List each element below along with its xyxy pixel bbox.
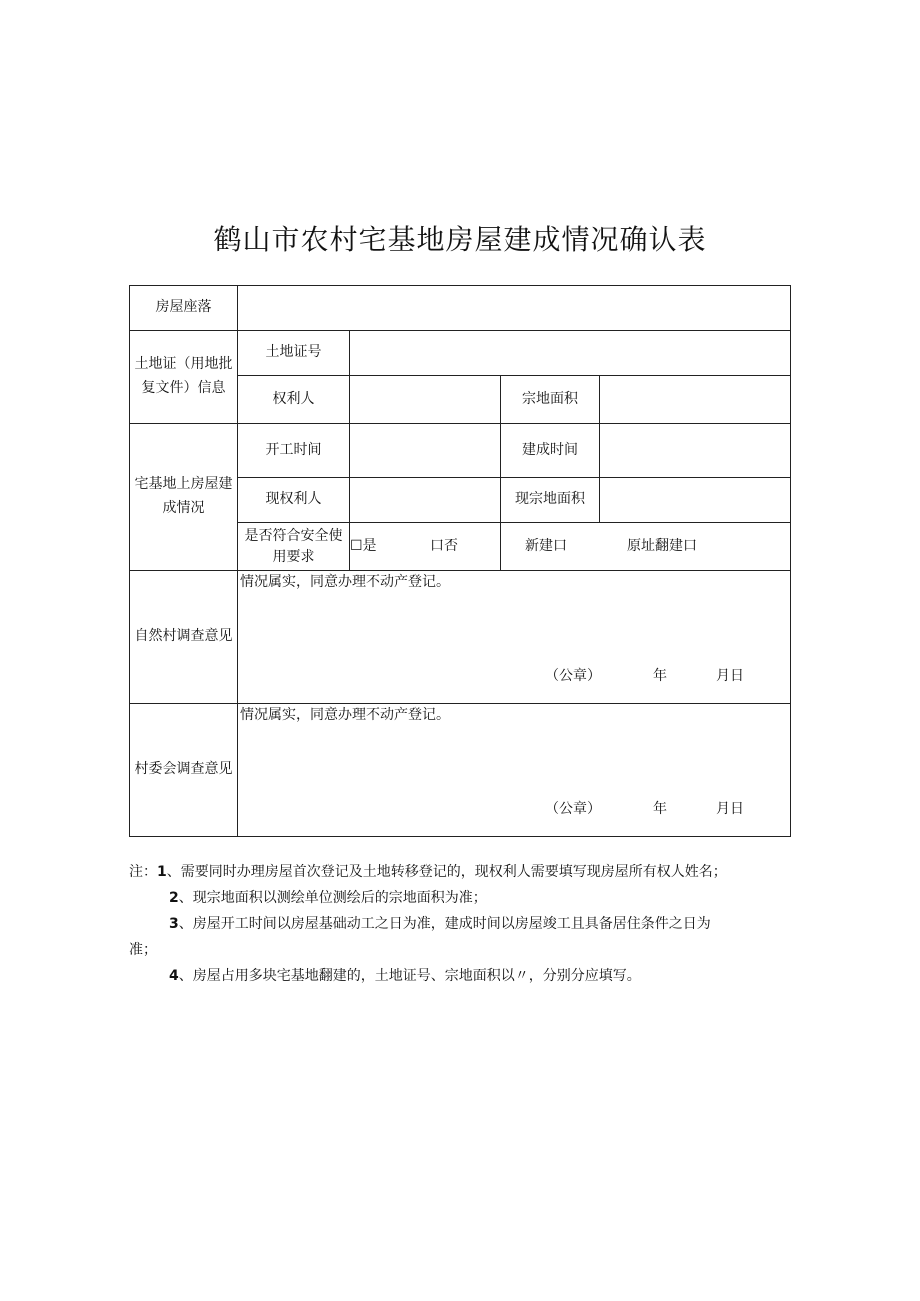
parcel-area-label: 宗地面积: [501, 376, 600, 424]
start-time-row: [130, 424, 791, 478]
option-no-checkbox[interactable]: 口否: [430, 537, 458, 554]
build-type-options: [501, 523, 791, 571]
safety-options: [350, 523, 501, 571]
completion-time-label: 建成时间: [501, 424, 600, 478]
village-opinion-label: 自然村调查意见: [130, 571, 238, 704]
right-holder-label: 权利人: [238, 376, 350, 424]
land-cert-row: [130, 331, 791, 376]
committee-opinion-text: 情况属实，同意办理不动产登记。: [240, 707, 450, 723]
committee-opinion-label: 村委会调查意见: [130, 704, 238, 837]
safety-label: 是否符合安全使用要求: [238, 523, 350, 571]
committee-seal-label: （公章）: [545, 801, 601, 817]
village-opinion-text: 情况属实，同意办理不动产登记。: [240, 574, 450, 590]
current-holder-label: 现权利人: [238, 478, 350, 523]
land-cert-no-label: 土地证号: [238, 331, 350, 376]
village-month-day-label: 月日: [716, 668, 744, 684]
option-new-build-checkbox[interactable]: 新建口: [525, 537, 567, 554]
village-opinion-cell[interactable]: [238, 571, 791, 704]
committee-opinion-cell[interactable]: [238, 704, 791, 837]
committee-year-label: 年: [653, 801, 667, 817]
note-item: 4、房屋占用多块宅基地翻建的，土地证号、宗地面积以〃，分别分应填写。: [169, 967, 641, 984]
house-location-label: 房屋座落: [130, 286, 238, 331]
completion-time-field[interactable]: [600, 424, 791, 478]
notes-prefix: 注：: [129, 864, 157, 880]
notes-section: [129, 860, 790, 989]
option-yes-checkbox[interactable]: ☐是: [350, 537, 377, 554]
parcel-area-field[interactable]: [600, 376, 791, 424]
land-cert-section-label: 土地证（用地批复文件）信息: [130, 331, 238, 424]
confirmation-form-table: [129, 285, 791, 837]
note-item: 准；: [129, 941, 157, 958]
start-time-field[interactable]: [350, 424, 501, 478]
committee-month-day-label: 月日: [716, 801, 744, 817]
start-time-label: 开工时间: [238, 424, 350, 478]
construction-section-label: 宅基地上房屋建成情况: [130, 424, 238, 571]
note-item: 2、现宗地面积以测绘单位测绘后的宗地面积为准；: [169, 889, 487, 906]
committee-opinion-row: [130, 704, 791, 837]
village-seal-label: （公章）: [545, 668, 601, 684]
form-title: 鹤山市农村宅基地房屋建成情况确认表: [213, 223, 707, 256]
village-year-label: 年: [653, 668, 667, 684]
village-opinion-row: [130, 571, 791, 704]
right-holder-field[interactable]: [350, 376, 501, 424]
current-parcel-area-field[interactable]: [600, 478, 791, 523]
current-holder-field[interactable]: [350, 478, 501, 523]
current-parcel-area-label: 现宗地面积: [501, 478, 600, 523]
land-cert-no-field[interactable]: [350, 331, 791, 376]
house-location-row: [130, 286, 791, 331]
note-item: 注：1、需要同时办理房屋首次登记及土地转移登记的，现权利人需要填写现房屋所有权人姓名；: [129, 864, 727, 880]
house-location-field[interactable]: [238, 286, 791, 331]
option-rebuild-checkbox[interactable]: 原址翻建口: [627, 537, 697, 554]
note-item: 3、房屋开工时间以房屋基础动工之日为准，建成时间以房屋竣工且具备居住条件之日为: [169, 915, 711, 932]
